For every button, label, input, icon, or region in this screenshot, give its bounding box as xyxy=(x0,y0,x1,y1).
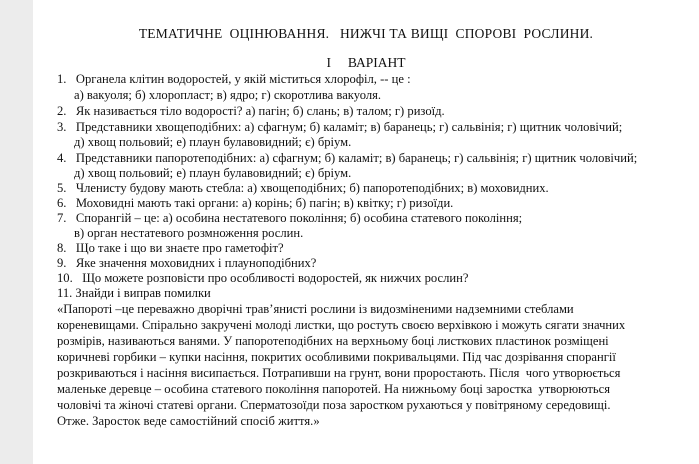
question-7: 7. Спорангій – це: а) особина нестатевого покоління; б) особина статевого покоління; xyxy=(57,211,523,225)
paragraph-line: чоловічі та жіночі статеві органи. Сперматозоїди поза заростком рухаються у повітряному середовищі. xyxy=(57,398,611,412)
question-4: 4. Представники папоротеподібних: а) сфагнум; б) каламіт; в) баранець; г) сальвінія; г) щитник чоловічий; xyxy=(57,151,638,165)
paragraph-line: розкриваються і насіння висипається. Потрапивши на грунт, вони проростають. Після чого утворюється xyxy=(57,366,621,380)
question-3: 3. Представники хвощеподібних: а) сфагнум; б) каламіт; в) баранець; г) сальвінія; г) щитник чоловічий; xyxy=(57,120,623,134)
question-5: 5. Членисту будову мають стебла: а) хвощеподібних; б) папоротеподібних; в) моховидних. xyxy=(57,181,549,195)
question-2: 2. Як називається тіло водорості? а) пагін; б) слань; в) талом; г) ризоїд. xyxy=(57,104,445,118)
question-8: 8. Що таке і що ви знаєте про гаметофіт? xyxy=(57,241,284,255)
document-page xyxy=(33,0,699,464)
question-7-continued: в) орган нестатевого розмноження рослин. xyxy=(74,226,304,240)
paragraph-line: Отже. Заросток веде самостійний спосіб життя.» xyxy=(57,414,320,428)
variant-heading: І ВАРІАНТ xyxy=(326,55,406,70)
question-1: 1. Органела клітин водоростей, у якій міститься хлорофіл, -- це : xyxy=(57,72,411,86)
document-title: ТЕМАТИЧНЕ ОЦІНЮВАННЯ. НИЖЧІ ТА ВИЩІ СПОРОВІ РОСЛИНИ. xyxy=(138,26,594,41)
question-9: 9. Яке значення моховидних і плауноподібних? xyxy=(57,256,317,270)
paragraph-line: розмірів, називаються ванями. У папоротеподібних на верхньому боці листкових пластинок розміщені xyxy=(57,334,609,348)
paragraph-line: кореневищами. Спірально закручені молоді листки, що ростуть своєю верхівкою і можуть сягати значних xyxy=(57,318,626,332)
question-6: 6. Моховидні мають такі органи: а) корінь; б) пагін; в) квітку; г) ризоїди. xyxy=(57,196,454,210)
paragraph-line: маленьке деревце – особина статевого покоління папоротей. На нижньому боці заростка утворюються xyxy=(57,382,610,396)
question-4-continued: д) хвощ польовий; е) плаун булавовидний; є) бріум. xyxy=(74,166,352,180)
question-11: 11. Знайди і виправ помилки xyxy=(57,286,211,300)
question-10: 10. Що можете розповісти про особливості водоростей, як нижчих рослин? xyxy=(57,271,469,285)
paragraph-line: коричневі горбики – купки насіння, покритих особливими покривальцями. Під час дозрівання спорангії xyxy=(57,350,616,364)
question-3-continued: д) хвощ польовий; е) плаун булавовидний; є) бріум. xyxy=(74,135,352,149)
paragraph-line: «Папороті –це переважно дворічні трав’янисті рослини із видозміненими надземними стеблами xyxy=(57,302,574,316)
question-1-options: а) вакуоля; б) хлоропласт; в) ядро; г) скоротлива вакуоля. xyxy=(74,88,382,102)
